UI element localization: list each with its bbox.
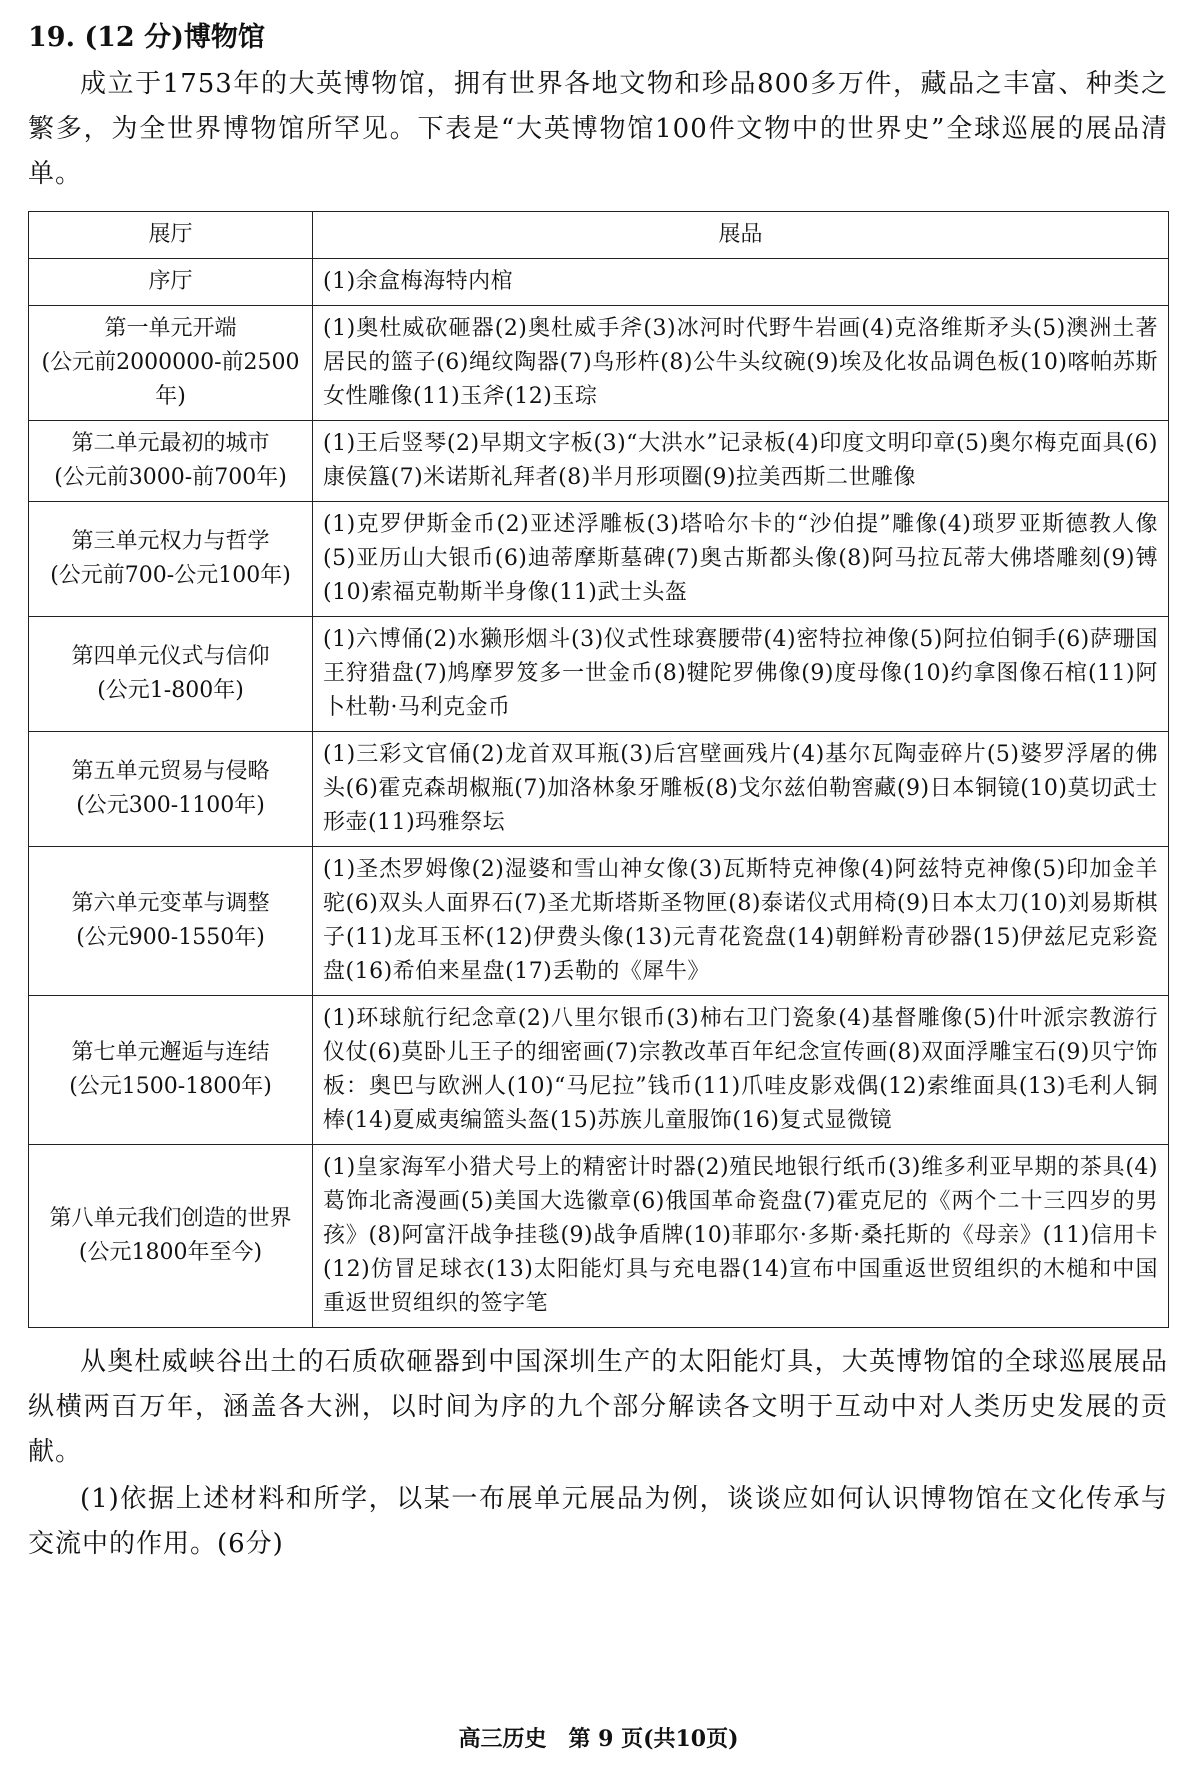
- page-footer: 高三历史 第 9 页(共10页): [458, 1726, 739, 1752]
- table-row: [29, 996, 1169, 1145]
- table-row: [29, 502, 1169, 617]
- table-row: [29, 617, 1169, 732]
- items-cell: (1)余盒梅海特内棺: [313, 259, 1169, 306]
- hall-period: (公元前700-公元100年): [50, 563, 291, 588]
- hall-cell: [29, 421, 313, 502]
- header-hall: 展厅: [29, 212, 313, 259]
- hall-cell: [29, 732, 313, 847]
- items-cell: (1)皇家海军小猎犬号上的精密计时器(2)殖民地银行纸币(3)维多利亚早期的茶具(4)葛饰北斋漫画(5)美国大选徽章(6)俄国革命瓷盘(7)霍克尼的《两个二十三四岁的男孩》(8)阿富汗战争挂毯(9)战争盾牌(10)菲耶尔·多斯·桑托斯的《母亲》(11)信用卡(12)仿冒足球衣(13)太阳能灯具与充电器(14)宣布中国重返世贸组织的木槌和中国重返世贸组织的签字笔: [313, 1145, 1169, 1328]
- hall-cell: [29, 502, 313, 617]
- hall-name: 第四单元仪式与信仰: [71, 644, 270, 669]
- items-cell: (1)三彩文官俑(2)龙首双耳瓶(3)后宫壁画残片(4)基尔瓦陶壶碎片(5)婆罗浮屠的佛头(6)霍克森胡椒瓶(7)加洛林象牙雕板(8)戈尔兹伯勒窖藏(9)日本铜镜(10)莫切武士形壶(11)玛雅祭坛: [313, 732, 1169, 847]
- table-row: [29, 421, 1169, 502]
- hall-cell: [29, 306, 313, 421]
- hall-period: (公元前2000000-前2500年): [41, 350, 300, 409]
- items-cell: (1)王后竖琴(2)早期文字板(3)“大洪水”记录板(4)印度文明印章(5)奥尔梅克面具(6)康侯簋(7)米诺斯礼拜者(8)半月形项圈(9)拉美西斯二世雕像: [313, 421, 1169, 502]
- summary-paragraph: 从奥杜威峡谷出土的石质砍砸器到中国深圳生产的太阳能灯具，大英博物馆的全球巡展展品纵横两百万年，涵盖各大洲，以时间为序的九个部分解读各文明于互动中对人类历史发展的贡献。: [28, 1347, 1168, 1467]
- hall-period: (公元1800年至今): [78, 1240, 263, 1265]
- table-row: [29, 847, 1169, 996]
- items-cell: (1)六博俑(2)水獭形烟斗(3)仪式性球赛腰带(4)密特拉神像(5)阿拉伯铜手(6)萨珊国王狩猎盘(7)鸠摩罗笈多一世金币(8)犍陀罗佛像(9)度母像(10)约拿图像石棺(11)阿卜杜勒·马利克金币: [313, 617, 1169, 732]
- intro-paragraph: 成立于1753年的大英博物馆，拥有世界各地文物和珍品800多万件，藏品之丰富、种类之繁多，为全世界博物馆所罕见。下表是“大英博物馆100件文物中的世界史”全球巡展的展品清单。: [28, 69, 1168, 189]
- sub-question: (1)依据上述材料和所学，以某一布展单元展品为例，谈谈应如何认识博物馆在文化传承与交流中的作用。(6分): [28, 1484, 1168, 1559]
- hall-period: (公元300-1100年): [76, 793, 265, 818]
- exhibit-table: [28, 211, 1169, 1328]
- table-row: [29, 1145, 1169, 1328]
- items-cell: (1)克罗伊斯金币(2)亚述浮雕板(3)塔哈尔卡的“沙伯提”雕像(4)琐罗亚斯德教人像(5)亚历山大银币(6)迪蒂摩斯墓碑(7)奥古斯都头像(8)阿马拉瓦蒂大佛塔雕刻(9)镈(10)索福克勒斯半身像(11)武士头盔: [313, 502, 1169, 617]
- hall-name: 第一单元开端: [104, 316, 237, 341]
- hall-name: 序厅: [148, 269, 193, 294]
- question-title: 19. (12 分)博物馆: [28, 22, 265, 53]
- hall-cell: [29, 847, 313, 996]
- table-row: [29, 306, 1169, 421]
- items-cell: (1)奥杜威砍砸器(2)奥杜威手斧(3)冰河时代野牛岩画(4)克洛维斯矛头(5)澳洲土著居民的篮子(6)绳纹陶器(7)鸟形杵(8)公牛头纹碗(9)埃及化妆品调色板(10)喀帕苏斯女性雕像(11)玉斧(12)玉琮: [313, 306, 1169, 421]
- header-items: 展品: [313, 212, 1169, 259]
- hall-name: 第三单元权力与哲学: [71, 529, 270, 554]
- hall-period: (公元1-800年): [97, 678, 244, 703]
- hall-name: 第二单元最初的城市: [71, 431, 270, 456]
- hall-cell: [29, 996, 313, 1145]
- hall-name: 第六单元变革与调整: [71, 891, 270, 916]
- items-cell: (1)圣杰罗姆像(2)湿婆和雪山神女像(3)瓦斯特克神像(4)阿兹特克神像(5)印加金羊驼(6)双头人面界石(7)圣尤斯塔斯圣物匣(8)泰诺仪式用椅(9)日本太刀(10)刘易斯棋子(11)龙耳玉杯(12)伊费头像(13)元青花瓷盘(14)朝鲜粉青砂器(15)伊兹尼克彩瓷盘(16)希伯来星盘(17)丢勒的《犀牛》: [313, 847, 1169, 996]
- hall-name: 第五单元贸易与侵略: [71, 759, 270, 784]
- table-row: [29, 732, 1169, 847]
- hall-period: (公元前3000-前700年): [54, 465, 287, 490]
- hall-cell: [29, 259, 313, 306]
- hall-cell: [29, 617, 313, 732]
- hall-period: (公元900-1550年): [76, 925, 265, 950]
- hall-period: (公元1500-1800年): [69, 1074, 272, 1099]
- hall-name: 第七单元邂逅与连结: [71, 1040, 270, 1065]
- hall-name: 第八单元我们创造的世界: [49, 1206, 292, 1231]
- exam-page: [28, 18, 1168, 1567]
- table-row: [29, 259, 1169, 306]
- items-cell: (1)环球航行纪念章(2)八里尔银币(3)柿右卫门瓷象(4)基督雕像(5)什叶派宗教游行仪仗(6)莫卧儿王子的细密画(7)宗教改革百年纪念宣传画(8)双面浮雕宝石(9)贝宁饰板：奥巴与欧洲人(10)“马尼拉”钱币(11)爪哇皮影戏偶(12)索维面具(13)毛利人铜棒(14)夏威夷编篮头盔(15)苏族儿童服饰(16)复式显微镜: [313, 996, 1169, 1145]
- hall-cell: [29, 1145, 313, 1328]
- table-header-row: [29, 212, 1169, 259]
